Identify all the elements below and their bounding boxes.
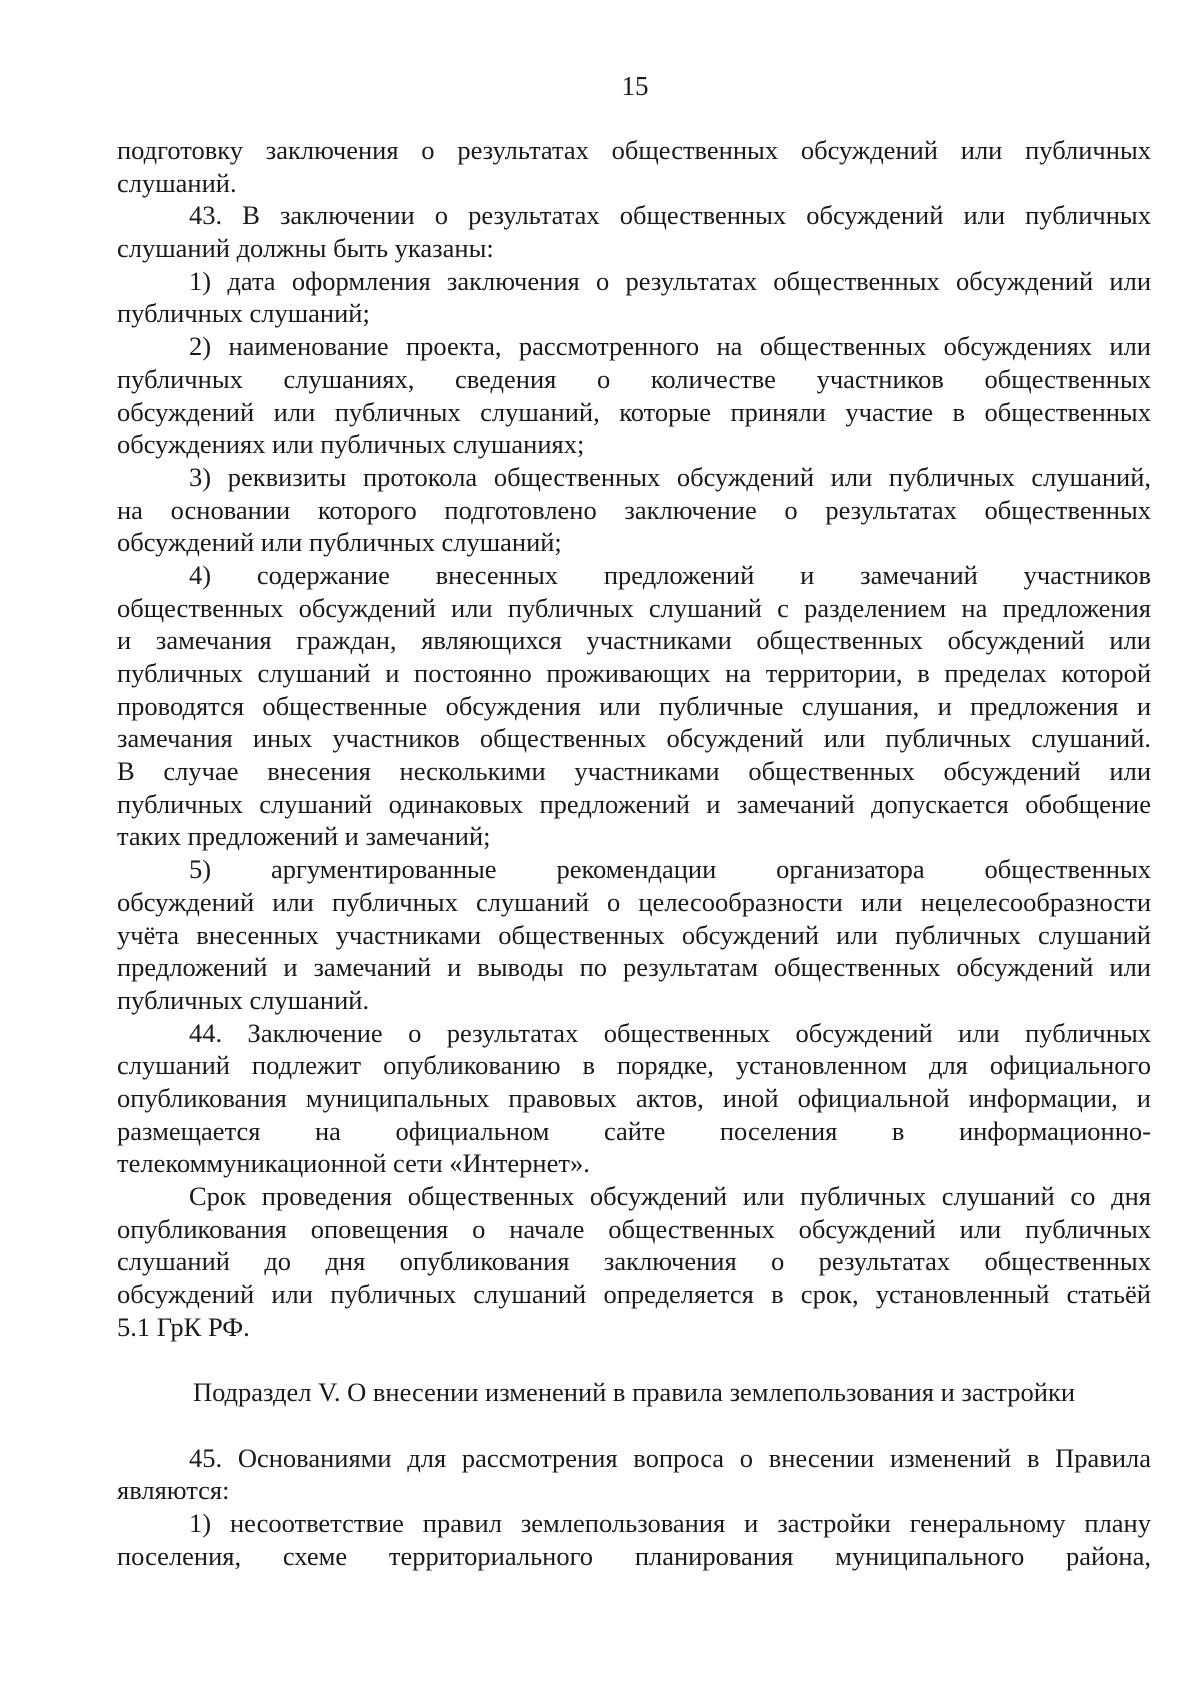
paragraph-spacer	[117, 1343, 1151, 1376]
text-line: 4) содержание внесенных предложений и замечаний участников	[189, 559, 1151, 590]
text-line: 43. В заключении о результатах общественных обсуждений или публичных	[189, 200, 1151, 231]
text-line: являются:	[117, 1475, 230, 1506]
text-line: 3) реквизиты протокола общественных обсуждений или публичных слушаний,	[189, 461, 1151, 492]
text-line: замечания иных участников общественных обсуждений или публичных слушаний.	[117, 723, 1151, 754]
text-line: 44. Заключение о результатах общественных обсуждений или публичных	[189, 1017, 1151, 1048]
text-line: проводятся общественные обсуждения или публичные слушания, и предложения и	[117, 690, 1151, 721]
text-line: слушаний.	[117, 167, 237, 198]
text-line: и замечания граждан, являющихся участниками общественных обсуждений или	[117, 625, 1151, 656]
paragraph	[117, 330, 1151, 461]
text-line: поселения, схеме территориального планирования муниципального района,	[117, 1540, 1151, 1571]
text-line: общественных обсуждений или публичных слушаний с разделением на предложения	[117, 592, 1151, 623]
text-line: 45. Основаниями для рассмотрения вопроса о внесении изменений в Правила	[189, 1442, 1151, 1473]
paragraph	[117, 853, 1151, 1016]
section-heading	[117, 1376, 1151, 1409]
text-line: 1) дата оформления заключения о результатах общественных обсуждений или	[189, 265, 1151, 296]
text-line: обсуждениях или публичных слушаниях;	[117, 429, 585, 460]
text-line: обсуждений или публичных слушаний, которые приняли участие в общественных	[117, 396, 1151, 427]
paragraph	[117, 1507, 1151, 1572]
text-line: 1) несоответствие правил землепользования и застройки генеральному плану	[189, 1507, 1151, 1538]
paragraph	[117, 265, 1151, 330]
text-line: публичных слушаниях, сведения о количестве участников общественных	[117, 363, 1151, 394]
text-line: предложений и замечаний и выводы по результатам общественных обсуждений или	[117, 952, 1151, 983]
text-line: обсуждений или публичных слушаний определяется в срок, установленный статьёй	[117, 1279, 1151, 1310]
document-body	[117, 134, 1151, 1572]
paragraph-spacer	[117, 1409, 1151, 1442]
paragraph	[117, 134, 1151, 199]
page-number: 15	[621, 71, 649, 101]
text-line: В случае внесения несколькими участниками общественных обсуждений или	[117, 756, 1151, 787]
text-line: публичных слушаний одинаковых предложений и замечаний допускается обобщение	[117, 788, 1151, 819]
paragraph	[117, 559, 1151, 853]
text-line: слушаний должны быть указаны:	[117, 233, 494, 264]
text-line: 5.1 ГрК РФ.	[117, 1311, 250, 1342]
text-line: Подраздел V. О внесении изменений в правила землепользования и застройки	[192, 1377, 1076, 1408]
text-line: публичных слушаний и постоянно проживающих на территории, в пределах которой	[117, 658, 1151, 688]
text-line: учёта внесенных участниками общественных обсуждений или публичных слушаний	[117, 919, 1151, 950]
text-line: опубликования муниципальных правовых актов, иной официальной информации, и	[117, 1082, 1151, 1113]
text-line: таких предложений и замечаний;	[117, 821, 491, 852]
text-line: размещается на официальном сайте поселения в информационно-	[117, 1115, 1151, 1146]
text-line: 2) наименование проекта, рассмотренного на общественных обсуждениях или	[189, 331, 1151, 362]
text-line: 5) аргументированные рекомендации организатора общественных	[189, 854, 1151, 885]
paragraph	[117, 461, 1151, 559]
text-line: публичных слушаний.	[117, 984, 370, 1015]
paragraph	[117, 199, 1151, 264]
text-line: обсуждений или публичных слушаний о целесообразности или нецелесообразности	[117, 886, 1151, 917]
text-line: подготовку заключения о результатах общественных обсуждений или публичных	[117, 135, 1151, 165]
paragraph	[117, 1180, 1151, 1343]
text-line: слушаний подлежит опубликованию в порядке, установленном для официального	[117, 1050, 1151, 1081]
text-line: обсуждений или публичных слушаний;	[117, 527, 562, 558]
paragraph	[117, 1017, 1151, 1180]
text-line: на основании которого подготовлено заключение о результатах общественных	[117, 494, 1151, 525]
text-line: телекоммуникационной сети «Интернет».	[117, 1148, 590, 1179]
paragraph	[117, 1442, 1151, 1507]
text-line: Срок проведения общественных обсуждений или публичных слушаний со дня	[189, 1181, 1151, 1211]
text-line: опубликования оповещения о начале общественных обсуждений или публичных	[117, 1213, 1151, 1244]
text-line: слушаний до дня опубликования заключения о результатах общественных	[117, 1246, 1151, 1277]
text-line: публичных слушаний;	[117, 298, 370, 329]
